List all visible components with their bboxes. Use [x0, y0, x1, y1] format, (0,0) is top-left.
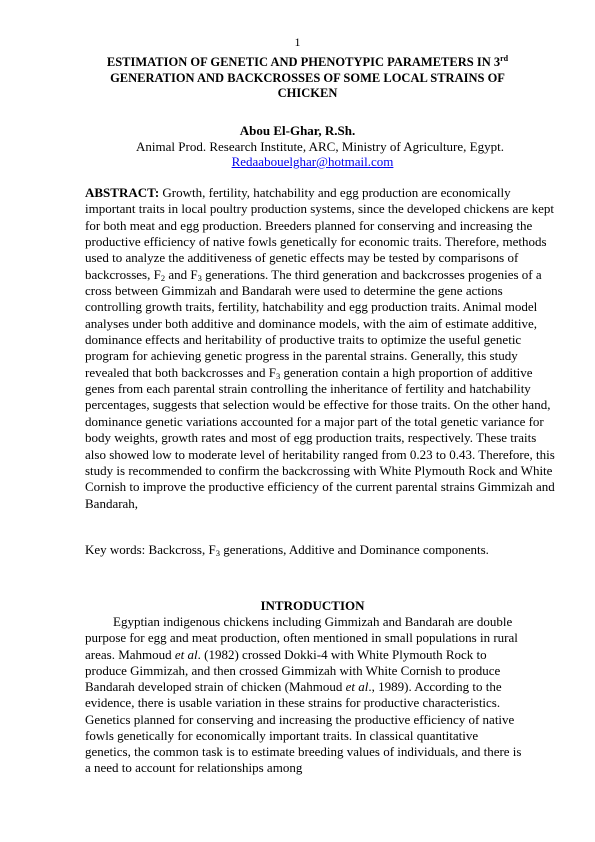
introduction-body — [85, 614, 525, 777]
title-part2: GENERATION AND BACKCROSSES OF SOME LOCAL STRAINS OF CHICKEN — [110, 70, 505, 100]
paper-title — [80, 55, 535, 102]
keywords — [85, 542, 555, 558]
introduction-heading: INTRODUCTION — [260, 598, 365, 613]
author-name: Abou El-Ghar, R.Sh. — [239, 123, 356, 138]
keywords-subscript: 3 — [215, 548, 220, 558]
author-affiliation: Animal Prod. Research Institute, ARC, Ministry of Agriculture, Egypt. — [136, 139, 504, 154]
keywords-text-2: generations, Additive and Dominance components. — [219, 542, 489, 557]
intro-text-3: ., 1989). According to the evidence, there is usable variation in these strains for productive characteristics. Genetics planned for conserving and increasing the productive efficiency of native fowls genetically for economically important traits. In classical quantitative genetics, the common task is to estimate breeding values of individuals, and there is a need to account for relationships among — [85, 679, 522, 776]
abstract-text-3: generations. The third generation and backcrosses progenies of a cross between Gimmizah and Bandarah were used to determine the gene actions controlling growth traits, fertility, hatchability and egg production traits. Animal model analyses under both additive and dominance models, with the aim of estimate additive, dominance effects and heritability of productive traits to optimize the useful genetic program for achieving genetic progress in the parental strains. Generally, this study revealed that both backcrosses and F — [85, 266, 542, 380]
intro-text-2: . (1982) crossed Dokki-4 with White Plymouth Rock to produce Gimmizah, and then crossed Gimmizah with White Cornish to produce Bandarah developed strain of chicken (Mahmoud — [85, 646, 501, 694]
abstract — [85, 185, 555, 512]
abstract-label: ABSTRACT: — [85, 185, 160, 200]
title-superscript: rd — [500, 54, 509, 63]
abstract-subscript-3: 3 — [275, 370, 281, 381]
abstract-text-4: generation contain a high proportion of additive genes from each parental strain controlling the inheritance of fertility and hatchability percentages, suggests that selection would be effective for those traits. On the other hand, dominance genetic variations accounted for a major part of the total genetic variance for body weights, growth rates and most of egg production traits, respectively. These traits also showed low to moderate level of heritability ranged from 0.23 to 0.43. Therefore, this study is recommended to confirm the backcrossing with White Plymouth Rock and White Cornish to improve the productive efficiency of the current parental strains Gimmizah and Bandarah, — [85, 364, 555, 511]
email-link[interactable]: Redaabouelghar@hotmail.com — [231, 154, 394, 169]
intro-italic-1: et al — [174, 646, 198, 662]
title-part1: ESTIMATION OF GENETIC AND PHENOTYPIC PARAMETERS IN 3 — [106, 55, 501, 69]
page-number: 1 — [294, 35, 301, 49]
abstract-subscript-1: 2 — [160, 272, 166, 283]
intro-text-1: Egyptian indigenous chickens including Gimmizah and Bandarah are double purpose for egg and meat production, often mentioned in small populations in rural areas. Mahmoud — [85, 614, 518, 662]
keywords-text-1: Key words: Backcross, F — [85, 542, 216, 557]
intro-italic-2: et al — [345, 679, 369, 694]
abstract-text-1: Growth, fertility, hatchability and egg production are economically important traits in local poultry production systems, since the developed chickens are kept for both meat and egg production. Breeders planned for conserving and increasing the productive efficiency of native fowls genetically for economic traits. Therefore, methods used to analyze the additiveness of genetic effects may be tested by comparisons of backcrosses, F — [85, 185, 554, 282]
abstract-subscript-2: 3 — [197, 272, 202, 283]
author-email — [0, 154, 595, 170]
abstract-text-2: and F — [165, 266, 198, 282]
